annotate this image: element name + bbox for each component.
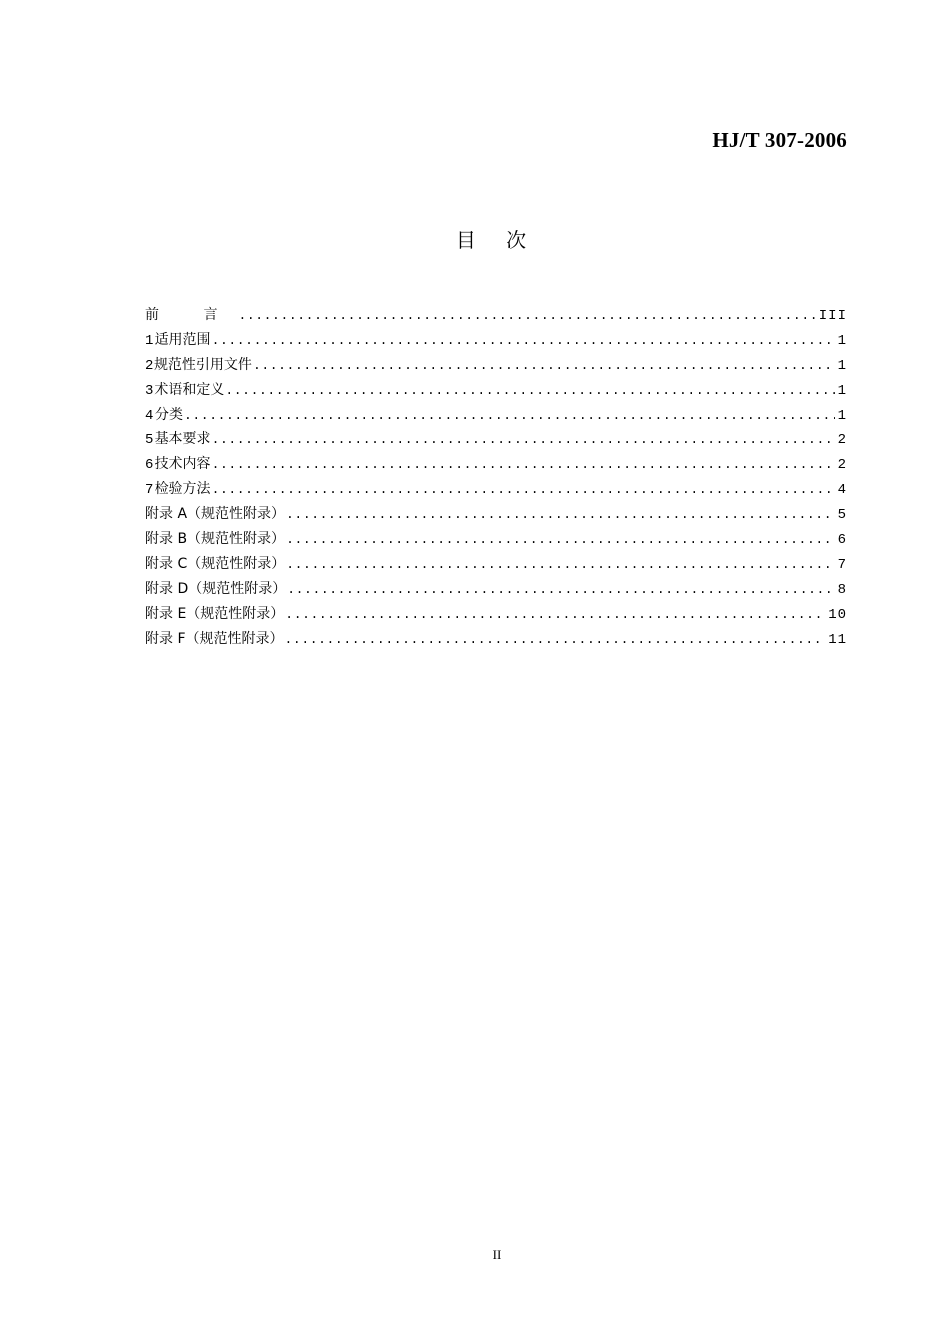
toc-entry-foreword[interactable] xyxy=(145,303,847,328)
toc-entry-number: 1 xyxy=(145,332,154,349)
toc-dot-leader xyxy=(286,528,835,553)
toc-dot-leader xyxy=(285,628,826,653)
toc-entry-page: 6 xyxy=(837,532,847,549)
toc-entry-page: 4 xyxy=(837,482,847,499)
toc-dot-leader xyxy=(225,379,834,404)
toc-entry-page: III xyxy=(818,308,847,324)
toc-dot-leader xyxy=(184,404,835,429)
toc-entry-page: 1 xyxy=(837,357,847,374)
toc-entry-appendix-f[interactable] xyxy=(145,627,847,652)
toc-entry-number: 4 xyxy=(145,407,154,424)
toc-entry-page: 2 xyxy=(837,457,847,474)
toc-entry-label: 附录 B（规范性附录） xyxy=(145,531,286,548)
toc-entry-page: 5 xyxy=(837,507,847,524)
toc-dot-leader xyxy=(253,354,835,379)
toc-dot-leader xyxy=(212,329,835,354)
toc-entry-page: 1 xyxy=(837,332,847,349)
toc-entry-label: 适用范围 xyxy=(154,331,211,348)
toc-entry-page: 2 xyxy=(837,432,847,449)
toc-entry-label: 术语和定义 xyxy=(154,381,225,398)
toc-dot-leader xyxy=(212,453,835,478)
toc-entry-label: 技术内容 xyxy=(154,456,211,473)
toc-entry-5[interactable] xyxy=(145,427,847,452)
table-of-contents xyxy=(145,303,847,651)
toc-entry-2[interactable] xyxy=(145,353,847,378)
toc-entry-label: 分类 xyxy=(155,406,183,423)
toc-entry-page: 11 xyxy=(828,631,847,648)
toc-entry-1[interactable] xyxy=(145,328,847,353)
toc-dot-leader xyxy=(286,503,835,528)
toc-entry-label: 规范性引用文件 xyxy=(153,356,252,373)
toc-entry-label: 附录 E（规范性附录） xyxy=(145,605,285,622)
toc-entry-appendix-e[interactable] xyxy=(145,602,847,627)
toc-entry-label: 附录 A（规范性附录） xyxy=(145,506,286,523)
toc-dot-leader xyxy=(286,553,834,578)
toc-entry-number: 3 xyxy=(145,382,154,399)
toc-entry-page: 8 xyxy=(837,581,847,598)
toc-entry-number: 6 xyxy=(145,457,154,474)
toc-entry-appendix-c[interactable] xyxy=(145,552,847,577)
toc-dot-leader xyxy=(212,428,835,453)
toc-dot-leader xyxy=(287,578,834,603)
toc-entry-6[interactable] xyxy=(145,452,847,477)
toc-entry-7[interactable] xyxy=(145,477,847,502)
toc-entry-number: 5 xyxy=(145,432,154,449)
toc-entry-appendix-d[interactable] xyxy=(145,577,847,602)
toc-entry-appendix-b[interactable] xyxy=(145,527,847,552)
toc-dot-leader xyxy=(212,478,835,503)
toc-dot-leader xyxy=(238,304,815,329)
toc-entry-page: 1 xyxy=(837,382,847,399)
toc-entry-label: 基本要求 xyxy=(154,431,211,448)
toc-entry-appendix-a[interactable] xyxy=(145,502,847,527)
standard-number: HJ/T 307-2006 xyxy=(712,128,847,152)
toc-entry-label: 附录 F（规范性附录） xyxy=(145,630,284,647)
toc-title: 目 次 xyxy=(455,228,539,252)
toc-dot-leader xyxy=(285,603,825,628)
toc-entry-3[interactable] xyxy=(145,378,847,403)
toc-entry-label: 附录 D（规范性附录） xyxy=(145,580,287,597)
page-number: II xyxy=(492,1247,502,1262)
toc-entry-number: 2 xyxy=(145,357,154,374)
toc-entry-label: 前 言 xyxy=(145,307,238,323)
toc-entry-page: 1 xyxy=(837,407,847,424)
toc-entry-number: 7 xyxy=(145,482,154,499)
toc-entry-label: 检验方法 xyxy=(154,481,211,498)
toc-entry-label: 附录 C（规范性附录） xyxy=(145,555,286,572)
toc-entry-page: 7 xyxy=(837,556,847,573)
toc-entry-page: 10 xyxy=(828,606,847,623)
toc-entry-4[interactable] xyxy=(145,403,847,428)
